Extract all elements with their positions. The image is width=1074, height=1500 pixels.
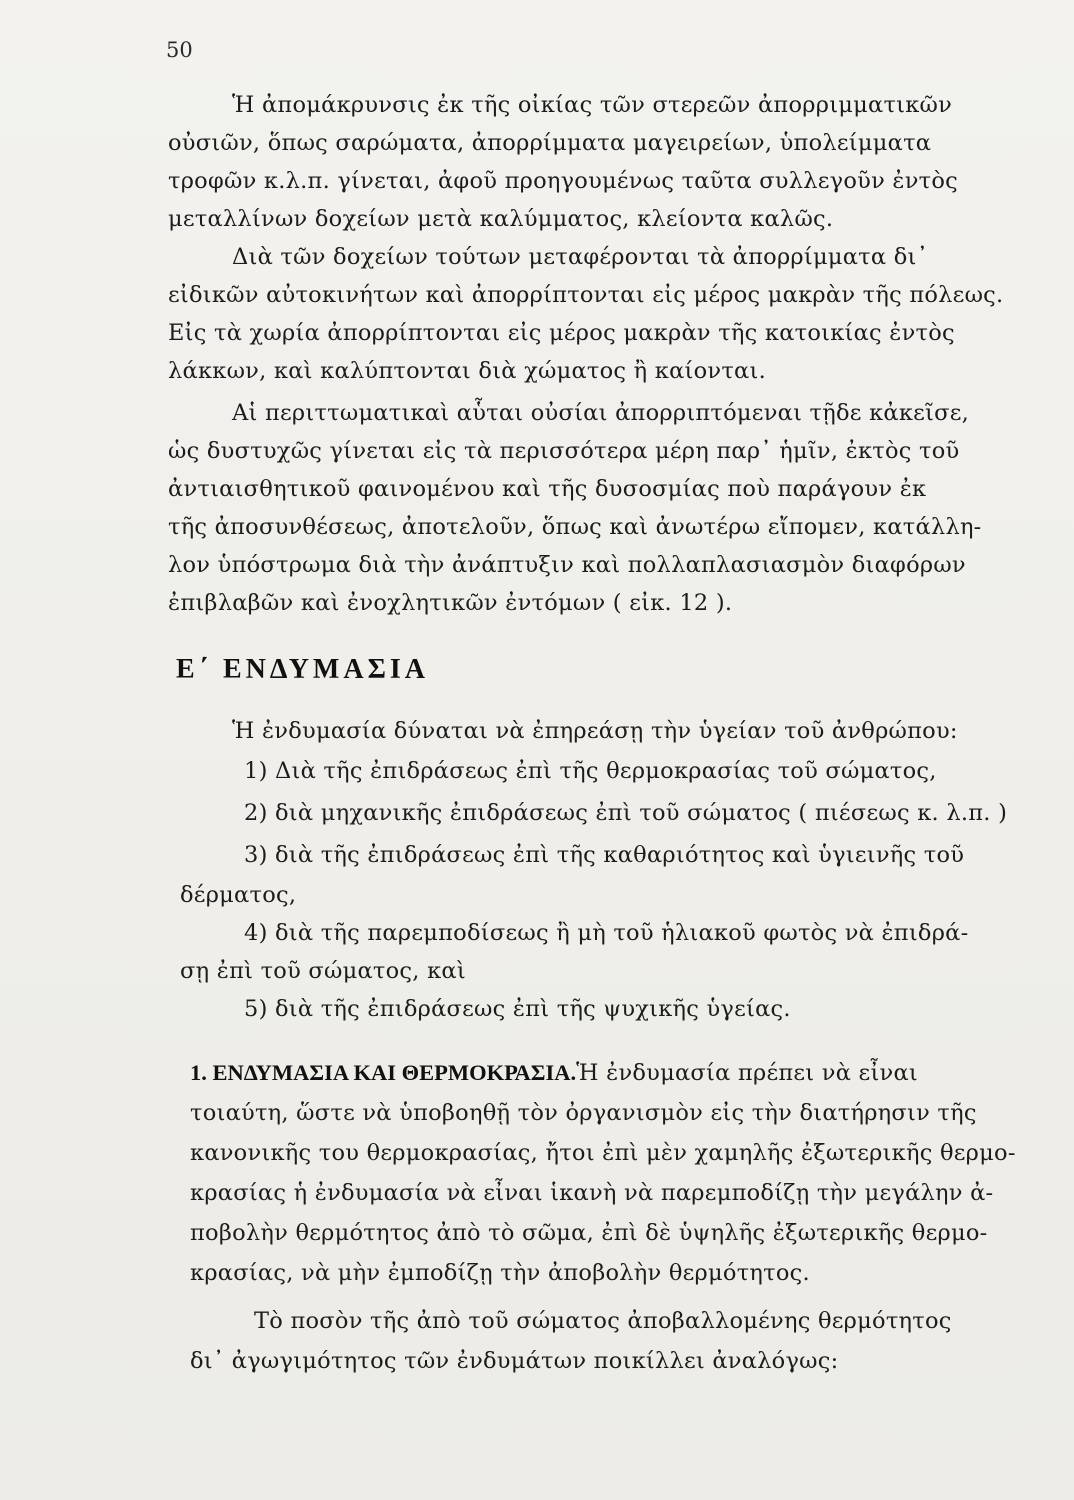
text-line: Διὰ τῶν δοχείων τούτων μεταφέρονται τὰ ἀπορρίμματα δι᾿: [232, 244, 929, 270]
list-item: 3) διὰ τῆς ἐπιδράσεως ἐπὶ τῆς καθαριότητος καὶ ὑγιεινῆς τοῦ: [244, 842, 965, 868]
text-line: Αἱ περιττωματικαὶ αὗται οὐσίαι ἀπορριπτόμεναι τῇδε κἀκεῖσε,: [232, 400, 970, 426]
subsection-line: [190, 1060, 918, 1086]
text-line: ἀντιαισθητικοῦ φαινομένου καὶ τῆς δυσοσμίας ποὺ παράγουν ἐκ: [168, 476, 927, 502]
subsection-text: Ἡ ἐνδυμασία πρέπει νὰ εἶναι: [576, 1060, 918, 1086]
text-line: Ἡ ἀπομάκρυνσις ἐκ τῆς οἰκίας τῶν στερεῶν ἀπορριμματικῶν: [232, 92, 953, 118]
page-number: 50: [166, 38, 193, 62]
section-heading: Ε΄ ΕΝΔΥΜΑΣΙΑ: [176, 654, 429, 685]
list-item: 4) διὰ τῆς παρεμποδίσεως ἢ μὴ τοῦ ἡλιακοῦ φωτὸς νὰ ἐπιδρά-: [244, 920, 969, 946]
text-line: οὐσιῶν, ὅπως σαρώματα, ἀπορρίμματα μαγειρείων, ὑπολείμματα: [168, 130, 932, 156]
text-line: ποβολὴν θερμότητος ἀπὸ τὸ σῶμα, ἐπὶ δὲ ὑψηλῆς ἐξωτερικῆς θερμο-: [190, 1220, 988, 1246]
text-line: ὡς δυστυχῶς γίνεται εἰς τὰ περισσότερα μέρη παρ᾿ ἡμῖν, ἐκτὸς τοῦ: [168, 438, 960, 464]
list-item: σῃ ἐπὶ τοῦ σώματος, καὶ: [180, 958, 466, 984]
text-line: εἰδικῶν αὐτοκινήτων καὶ ἀπορρίπτονται εἰς μέρος μακρὰν τῆς πόλεως.: [168, 282, 1004, 308]
text-line: τροφῶν κ.λ.π. γίνεται, ἀφοῦ προηγουμένως ταῦτα συλλεγοῦν ἐντὸς: [168, 168, 959, 194]
list-item: 2) διὰ μηχανικῆς ἐπιδράσεως ἐπὶ τοῦ σώματος ( πιέσεως κ. λ.π. ): [244, 800, 1008, 826]
list-item: 1) Διὰ τῆς ἐπιδράσεως ἐπὶ τῆς θερμοκρασίας τοῦ σώματος,: [244, 758, 937, 784]
text-line: Εἰς τὰ χωρία ἀπορρίπτονται εἰς μέρος μακρὰν τῆς κατοικίας ἐντὸς: [168, 320, 955, 346]
text-line: δι᾿ ἀγωγιμότητος τῶν ἐνδυμάτων ποικίλλει ἀναλόγως:: [190, 1348, 839, 1374]
text-line: τοιαύτη, ὥστε νὰ ὑποβοηθῇ τὸν ὀργανισμὸν εἰς τὴν διατήρησιν τῆς: [190, 1100, 977, 1126]
text-line: κρασίας, νὰ μὴν ἐμποδίζῃ τὴν ἀποβολὴν θερμότητος.: [190, 1260, 810, 1286]
text-line: λον ὑπόστρωμα διὰ τὴν ἀνάπτυξιν καὶ πολλαπλασιασμὸν διαφόρων: [168, 552, 966, 578]
text-line: Ἡ ἐνδυμασία δύναται νὰ ἐπηρεάσῃ τὴν ὑγείαν τοῦ ἀνθρώπου:: [232, 718, 958, 744]
text-line: Τὸ ποσὸν τῆς ἀπὸ τοῦ σώματος ἀποβαλλομένης θερμότητος: [254, 1308, 952, 1334]
text-line: κρασίας ἡ ἐνδυμασία νὰ εἶναι ἱκανὴ νὰ παρεμποδίζῃ τὴν μεγάλην ἀ-: [190, 1180, 994, 1206]
text-line: μεταλλίνων δοχείων μετὰ καλύμματος, κλείοντα καλῶς.: [168, 206, 834, 232]
text-line: κανονικῆς του θερμοκρασίας, ἤτοι ἐπὶ μὲν χαμηλῆς ἐξωτερικῆς θερμο-: [190, 1140, 1016, 1166]
list-item: δέρματος,: [180, 882, 297, 908]
list-item: 5) διὰ τῆς ἐπιδράσεως ἐπὶ τῆς ψυχικῆς ὑγείας.: [244, 996, 791, 1022]
text-line: λάκκων, καὶ καλύπτονται διὰ χώματος ἢ καίονται.: [168, 358, 766, 384]
text-line: τῆς ἀποσυνθέσεως, ἀποτελοῦν, ὅπως καὶ ἀνωτέρω εἴπομεν, κατάλλη-: [168, 514, 982, 540]
subsection-heading: 1. ΕΝΔΥΜΑΣΙΑ ΚΑΙ ΘΕΡΜΟΚΡΑΣΙΑ.: [190, 1060, 577, 1085]
text-line: ἐπιβλαβῶν καὶ ἐνοχλητικῶν ἐντόμων ( εἰκ. 12 ).: [168, 590, 733, 616]
